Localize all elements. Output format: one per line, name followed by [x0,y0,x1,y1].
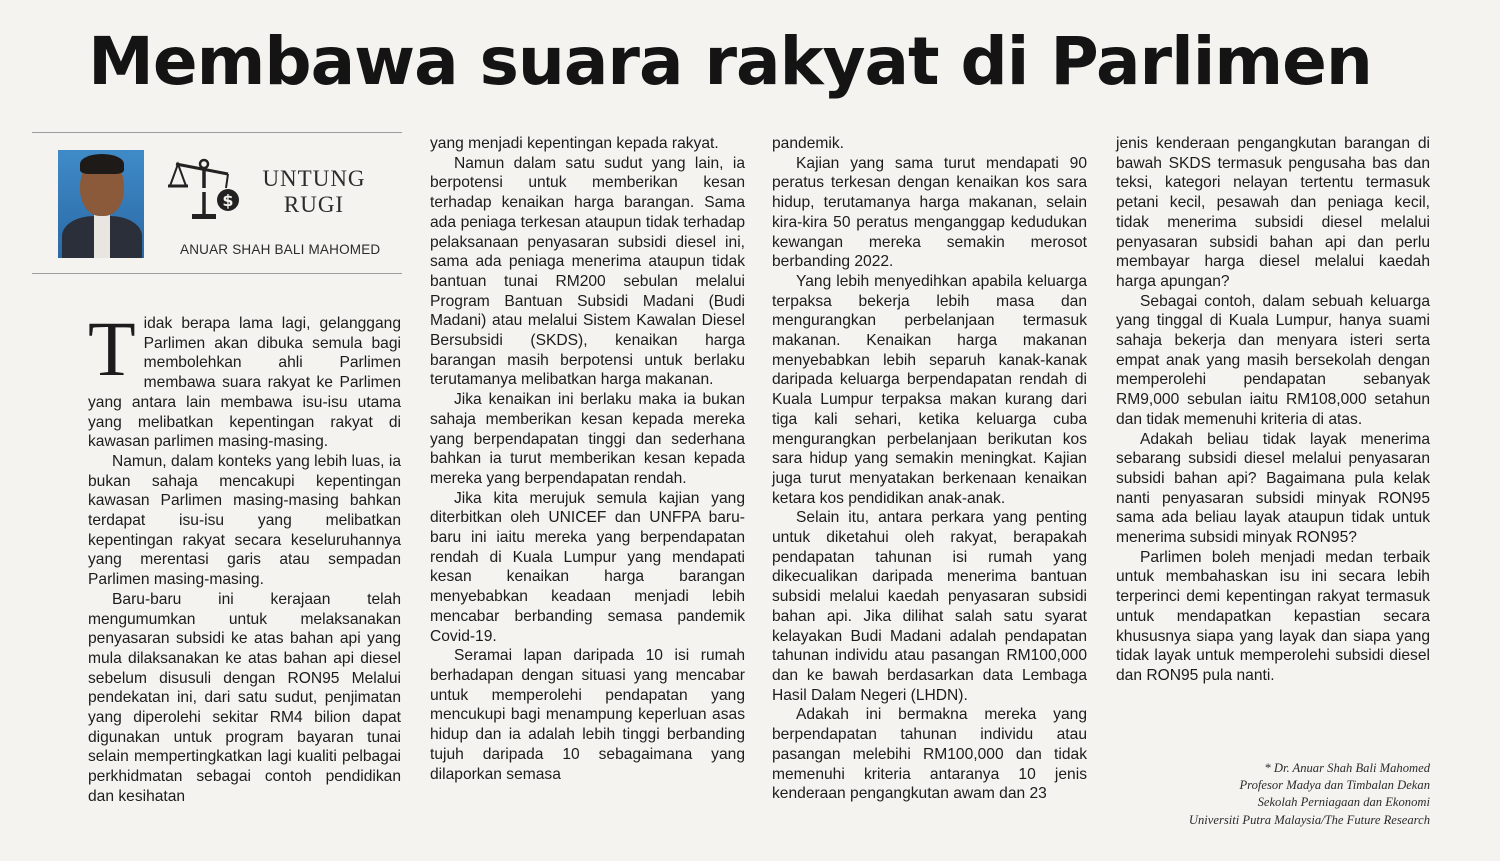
column-2 [430,134,745,784]
paragraph [88,305,401,452]
author-photo [58,150,144,258]
svg-text:$: $ [222,191,234,210]
paragraph: jenis kenderaan pengangkutan barangan di bawah SKDS termasuk pengusaha bas dan teksi, kategori nelayan tertentu termasuk petani kecil, pesawah dan peniaga kecil, tidak menerima subsidi diesel melalui penyasaran subsidi bahan api dan perlu membayar harga diesel melalui kaedah harga apungan? [1116,135,1430,290]
paragraph: Jika kenaikan ini berlaku maka ia bukan sahaja memberikan kesan kepada mereka yang berpendapatan tinggi dan sederhana bahkan ia turut memberikan kesan kepada mereka yang berpendapatan rendah. [430,391,745,487]
top-divider [32,132,402,133]
column-name-line2: RUGI [283,192,345,217]
paragraph: Jika kita merujuk semula kajian yang diterbitkan oleh UNICEF dan UNFPA baru-baru ini iaitu mereka yang berpendapatan rendah di Kuala Lumpur yang mendapati kesan kenaikan harga barangan menyebabkan keadaan menjadi lebih mencabar berbanding semasa pandemik Covid-19. [430,489,745,645]
paragraph: Selain itu, antara perkara yang penting untuk diketahui oleh rakyat, berapakah pendapatan tahunan isi rumah yang dikecualikan daripada menerima bantuan subsidi melalui kaedah penyasaran subsidi bahan api. Jika dilihat salah satu syarat kelayakan Budi Madani adalah pendapatan tahunan individu atau pasangan RM100,000 dan ke bawah berdasarkan data Lembaga Hasil Dalam Negeri (LHDN). [772,509,1087,704]
paragraph-text: idak berapa lama lagi, gelanggang Parlimen akan dibuka semula bagi membolehkan ahli Parlimen membawa suara rakyat ke Parlimen yang antara lain membawa isu-isu utama yang melibatkan kepentingan rakyat di kawasan parlimen masing-masing. [88,315,401,451]
paragraph: Yang lebih menyedihkan apabila keluarga terpaksa bekerja lebih masa dan mengurangkan perbelanjaan termasuk makanan. Kenaikan harga makanan menyebabkan lebih separuh kanak-kanak daripada keluarga berpendapatan rendah di Kuala Lumpur terpaksa makan kurang dari tiga kali sehari, ketika keluarga cuba mengurangkan perbelanjaan berikutan kos sara hidup yang semakin meningkat. Kajian juga turut menyatakan berkenaan kenaikan ketara kos pendidikan anak-anak. [772,272,1087,507]
author-credit [1100,760,1430,829]
credit-line: Sekolah Perniagaan dan Ekonomi [1257,795,1430,810]
paragraph: Baru-baru ini kerajaan telah mengumumkan untuk melaksanakan penyasaran subsidi ke atas bahan api yang mula dilaksanakan ke atas bahan api diesel sebelum disusuli dengan RON95 Melalui pendekatan ini, dari satu sudut, penjimatan yang diperolehi sekitar RM4 bilion dapat digunakan untuk program bayaran tunai selain mempertingkatkan lagi kualiti pelbagai perkhidmatan sebagai contoh pendidikan dan kesihatan [88,590,401,805]
paragraph: Namun dalam satu sudut yang lain, ia berpotensi untuk memberikan kesan terhadap kenaikan harga barangan. Sama ada peniaga terkesan ataupun tidak terhadap pelaksanaan penyasaran subsidi diesel ini, sama ada peniaga menerima ataupun tidak bantuan tunai RM200 sebulan melalui Program Bantuan Subsidi Madani (Budi Madani) atau melalui Sistem Kawalan Diesel Bersubsidi (SKDS), kenaikan harga barangan masih berpotensi untuk berlaku terutamanya melibatkan harga makanan. [430,154,745,389]
paragraph: Sebagai contoh, dalam sebuah keluarga yang tinggal di Kuala Lumpur, hanya suami sahaja bekerja dan menyara isteri serta empat anak yang masih bersekolah dengan memperolehi pendapatan sebanyak RM9,000 sebulan iaitu RM108,000 setahun dan tidak memenuhi kriteria di atas. [1116,292,1430,428]
bottom-divider [32,273,402,274]
paragraph: Kajian yang sama turut mendapati 90 peratus terkesan dengan kenaikan kos sara hidup, terutamanya harga makanan, selain kira-kira 50 peratus menganggap kedudukan kewangan mereka semakin merosot berbanding 2022. [772,154,1087,271]
column-name-line1: UNTUNG [262,166,366,191]
scales-icon [166,148,246,228]
photo-shirt [94,214,110,258]
credit-line: * Dr. Anuar Shah Bali Mahomed [1264,761,1430,775]
paragraph: yang menjadi kepentingan kepada rakyat. [430,135,719,152]
photo-hair [80,154,124,174]
paragraph: Adakah beliau tidak layak menerima sebarang subsidi diesel melalui penyasaran subsidi bahan api? Bagaimana pula kelak nanti penyasaran subsidi minyak RON95 sama ada beliau layak ataupun tidak untuk menerima subsidi minyak RON95? [1116,430,1430,547]
credit-line: Profesor Madya dan Timbalan Dekan [1239,778,1430,793]
paragraph: Parlimen boleh menjadi medan terbaik untuk membahaskan isu ini secara lebih terperinci demi kepentingan rakyat termasuk untuk mendapatkan kepastian secara khususnya siapa yang layak dan siapa yang tidak layak untuk memperolehi subsidi diesel dan RON95 pula nanti. [1116,548,1430,684]
drop-cap: T [88,305,136,392]
headline: Membawa suara rakyat di Parlimen [88,23,1372,100]
credit-line: Universiti Putra Malaysia/The Future Research [1188,812,1430,827]
author-byline: ANUAR SHAH BALI MAHOMED [180,242,381,257]
column-4 [1116,134,1430,686]
paragraph: Seramai lapan daripada 10 isi rumah berhadapan dengan situasi yang mencabar untuk memperolehi pendapatan yang mencukupi bagi menampung keperluan asas hidup dan ia adalah lebih tinggi berbanding tujuh daripada 10 sebagaimana yang dilaporkan semasa [430,647,745,783]
column-1 [88,305,401,807]
column-name [258,166,370,218]
column-3 [772,134,1087,804]
paragraph: Adakah ini bermakna mereka yang berpendapatan tahunan individu atau pasangan melebihi RM100,000 dan tidak memenuhi kriteria antaranya 10 jenis kenderaan pengangkutan awam dan 23 [772,706,1087,803]
paragraph: pandemik. [772,135,844,152]
paragraph: Namun, dalam konteks yang lebih luas, ia bukan sahaja mencakupi kepentingan kawasan Parlimen masing-masing bahkan terdapat isu-isu yang melibatkan kepentingan rakyat secara keseluruhannya yang merentasi garis atau sempadan Parlimen masing-masing. [88,452,401,589]
